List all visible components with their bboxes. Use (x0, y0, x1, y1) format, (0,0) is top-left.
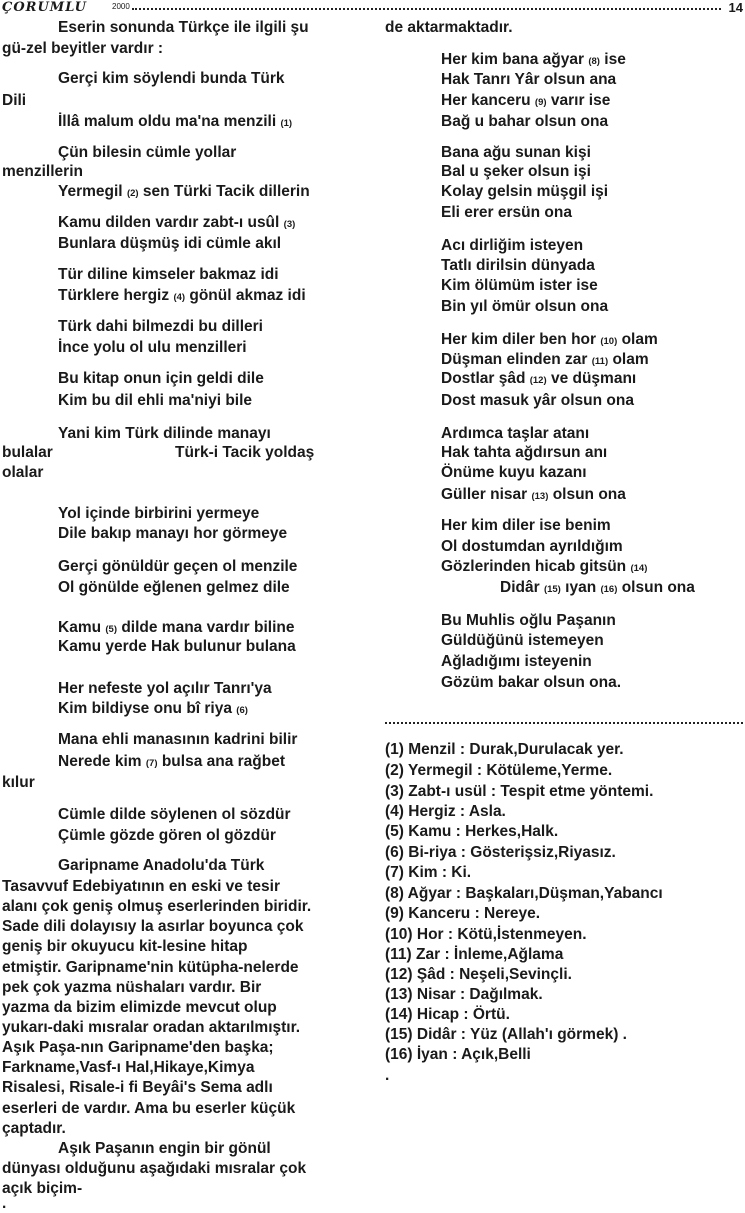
verse-line: Eli erer ersün ona (441, 204, 572, 221)
prose-line: . (2, 1195, 7, 1212)
footnote: (8) Ağyar : Başkaları,Düşman,Yabancı (385, 885, 663, 902)
verse-line: Her kim diler ben hor (10) olam (441, 331, 658, 348)
prose-line: Sade dili dolayısıy la asırlar boyunca çok (2, 918, 304, 935)
footnote: (13) Nisar : Dağılmak. (385, 986, 543, 1003)
footnote-divider (385, 722, 743, 724)
footnote-ref: (12) (529, 375, 547, 386)
footnote: (9) Kanceru : Nereye. (385, 905, 541, 922)
prose-line: açık biçim- (2, 1180, 83, 1197)
prose-line: alanı çok geniş olmuş eserlerinden biridir. (2, 898, 312, 915)
verse-line: Dostlar şâd (12) ve düşmanı (441, 370, 637, 387)
verse-line: Yol içinde birbirini yermeye (58, 505, 260, 522)
verse-line: Düşman elinden zar (11) olam (441, 351, 649, 368)
prose-line: pek çok yazma nüshaları vardır. Bir (2, 979, 262, 996)
prose-line: yazma da bizim elimizde mevcut olup (2, 999, 277, 1016)
verse-line: Hak tahta ağdırsun anı (441, 444, 608, 461)
verse-line: Ardımca taşlar atanı (441, 425, 590, 442)
footnote: (16) İyan : Açık,Belli (385, 1046, 531, 1063)
verse-line: Bal u şeker olsun işi (441, 163, 591, 180)
footnote-ref: (6) (236, 705, 248, 716)
verse-line: Önüme kuyu kazanı (441, 464, 587, 481)
verse-line: Yermegil (2) sen Türki Tacik dillerin (58, 183, 310, 200)
footnote-ref: (10) (600, 336, 618, 347)
page-number: 14 (728, 0, 743, 15)
footnote-ref: (1) (280, 118, 293, 129)
verse-line: Kim bildiyse onu bî riya (6) (58, 700, 248, 717)
footnote: (14) Hicap : Örtü. (385, 1006, 510, 1023)
verse-line: Güldüğünü istemeyen (441, 632, 604, 649)
prose-line: Garipname Anadolu'da Türk (58, 857, 265, 874)
verse-line: Bu kitap onun için geldi dile (58, 370, 264, 387)
footnote: (12) Şâd : Neşeli,Sevinçli. (385, 966, 572, 983)
verse-line: Her kim diler ise benim (441, 517, 611, 534)
footnote-ref: (2) (126, 188, 139, 199)
verse-line: Dili (2, 92, 27, 109)
footnote: (15) Didâr : Yüz (Allah'ı görmek) . (385, 1026, 627, 1043)
footnote-ref: (7) (145, 758, 158, 769)
issue-year: 2000 (112, 2, 130, 11)
footnote-ref: (13) (531, 491, 549, 502)
verse-line: İllâ malum oldu ma'na menzili (1) (58, 113, 293, 130)
verse-line: Dost masuk yâr olsun ona (441, 392, 634, 409)
footnote: (2) Yermegil : Kötüleme,Yerme. (385, 762, 613, 779)
page-header (0, 0, 745, 18)
prose-line: Aşık Paşanın engin bir gönül (58, 1140, 271, 1157)
verse-line: Yani kim Türk dilinde manayı (58, 425, 271, 442)
footnote: (1) Menzil : Durak,Durulacak yer. (385, 741, 624, 758)
verse-line: olalar (2, 464, 44, 481)
verse-line: Acı dirliğim isteyen (441, 237, 584, 254)
prose-line: Farkname,Vasf-ı Hal,Hikaye,Kimya (2, 1059, 255, 1076)
verse-line: Mana ehli manasının kadrini bilir (58, 731, 298, 748)
verse-line: menzillerin (2, 163, 83, 180)
prose-line: Aşık Paşa-nın Garipname'den başka; (2, 1039, 274, 1056)
verse-line: Çün bilesin cümle yollar (58, 144, 237, 161)
footnote-ref: (8) (588, 56, 600, 67)
magazine-logo: ÇORUMLU (2, 0, 87, 15)
footnote: (3) Zabt-ı usül : Tespit etme yöntemi. (385, 783, 654, 800)
verse-line: Tür diline kimseler bakmaz idi (58, 266, 279, 283)
header-divider (132, 8, 721, 10)
verse-line: Güller nisar (13) olsun ona (441, 486, 626, 503)
footnote: (5) Kamu : Herkes,Halk. (385, 823, 559, 840)
verse-line: Her kanceru (9) varır ise (441, 92, 611, 109)
verse-line: kılur (2, 774, 35, 791)
verse-line: Hak Tanrı Yâr olsun ana (441, 71, 617, 88)
footnote-ref: (14) (630, 563, 648, 574)
footnote-ref: (3) (283, 219, 296, 230)
verse-line: bulalar (2, 444, 53, 461)
footnote-ref: (9) (534, 97, 547, 108)
prose-line: çaptadır. (2, 1120, 66, 1137)
verse-line: Kamu (5) dilde mana vardır biline (58, 619, 295, 636)
footnote: (11) Zar : İnleme,Ağlama (385, 946, 564, 963)
text-line: Eserin sonunda Türkçe ile ilgili şu (58, 19, 309, 36)
verse-line: İnce yolu ol ulu menzilleri (58, 339, 247, 356)
verse-line: Bunlara düşmüş idi cümle akıl (58, 235, 282, 252)
verse-line: Bu Muhlis oğlu Paşanın (441, 612, 616, 629)
prose-line: eserleri de vardır. Ama bu eserler küçük (2, 1100, 296, 1117)
verse-line: Didâr (15) ıyan (16) olsun ona (500, 579, 695, 596)
footnote: (10) Hor : Kötü,İstenmeyen. (385, 926, 587, 943)
verse-line: Gerçi kim söylendi bunda Türk (58, 70, 285, 87)
verse-line: Tatlı dirilsin dünyada (441, 257, 595, 274)
verse-line: Bağ u bahar olsun ona (441, 113, 609, 130)
footnote: (6) Bi-riya : Gösterişsiz,Riyasız. (385, 844, 616, 861)
text-line: gü-zel beyitler vardır : (2, 40, 164, 57)
footnote-ref: (4) (173, 292, 186, 303)
verse-line: Ağladığımı isteyenin (441, 653, 592, 670)
footnote-ref: (15) (543, 584, 561, 595)
footnote: . (385, 1067, 390, 1084)
footnote-ref: (16) (600, 584, 618, 595)
verse-line: Çümle gözde gören ol gözdür (58, 827, 276, 844)
verse-line: Türklere hergiz (4) gönül akmaz idi (58, 287, 306, 304)
verse-line: Kolay gelsin müşgil işi (441, 183, 609, 200)
verse-line: Dile bakıp manayı hor görmeye (58, 525, 288, 542)
verse-line: Kim bu dil ehli ma'niyi bile (58, 392, 253, 409)
verse-line: Bin yıl ömür olsun ona (441, 298, 609, 315)
footnote: (4) Hergiz : Asla. (385, 803, 506, 820)
verse-line: Her nefeste yol açılır Tanrı'ya (58, 680, 272, 697)
footnote: (7) Kim : Ki. (385, 864, 472, 881)
verse-line: Kamu dilden vardır zabt-ı usûl (3) (58, 214, 296, 231)
prose-line: Risalesi, Risale-i fi Beyâi's Sema adlı (2, 1079, 273, 1096)
verse-line: Kamu yerde Hak bulunur bulana (58, 638, 296, 655)
footnote-ref: (5) (105, 624, 118, 635)
verse-line: Kim ölümüm ister ise (441, 277, 598, 294)
verse-line: Ol dostumdan ayrıldığım (441, 538, 623, 555)
prose-line: geniş bir okuyucu kit-lesine hitap (2, 938, 248, 955)
text-line: de aktarmaktadır. (385, 19, 513, 36)
verse-line: Türk-i Tacik yoldaş (175, 444, 315, 461)
verse-line: Nerede kim (7) bulsa ana rağbet (58, 753, 286, 770)
verse-line: Her kim bana ağyar (8) ise (441, 51, 626, 68)
verse-line: Cümle dilde söylenen ol sözdür (58, 806, 291, 823)
footnote-ref: (11) (591, 356, 609, 367)
prose-line: dünyası olduğunu aşağıdaki mısralar çok (2, 1160, 307, 1177)
verse-line: Türk dahi bilmezdi bu dilleri (58, 318, 263, 335)
verse-line: Gerçi gönüldür geçen ol menzile (58, 558, 298, 575)
verse-line: Ol gönülde eğlenen gelmez dile (58, 579, 290, 596)
prose-line: yukarı-daki mısralar oradan aktarılmıştır. (2, 1019, 301, 1036)
verse-line: Bana ağu sunan kişi (441, 144, 591, 161)
verse-line: Gözüm bakar olsun ona. (441, 674, 621, 691)
prose-line: Tasavvuf Edebiyatının en eski ve tesir (2, 878, 280, 895)
verse-line: Gözlerinden hicab gitsün (14) (441, 558, 648, 575)
prose-line: etmiştir. Garipname'nin kütüpha-nelerde (2, 959, 299, 976)
